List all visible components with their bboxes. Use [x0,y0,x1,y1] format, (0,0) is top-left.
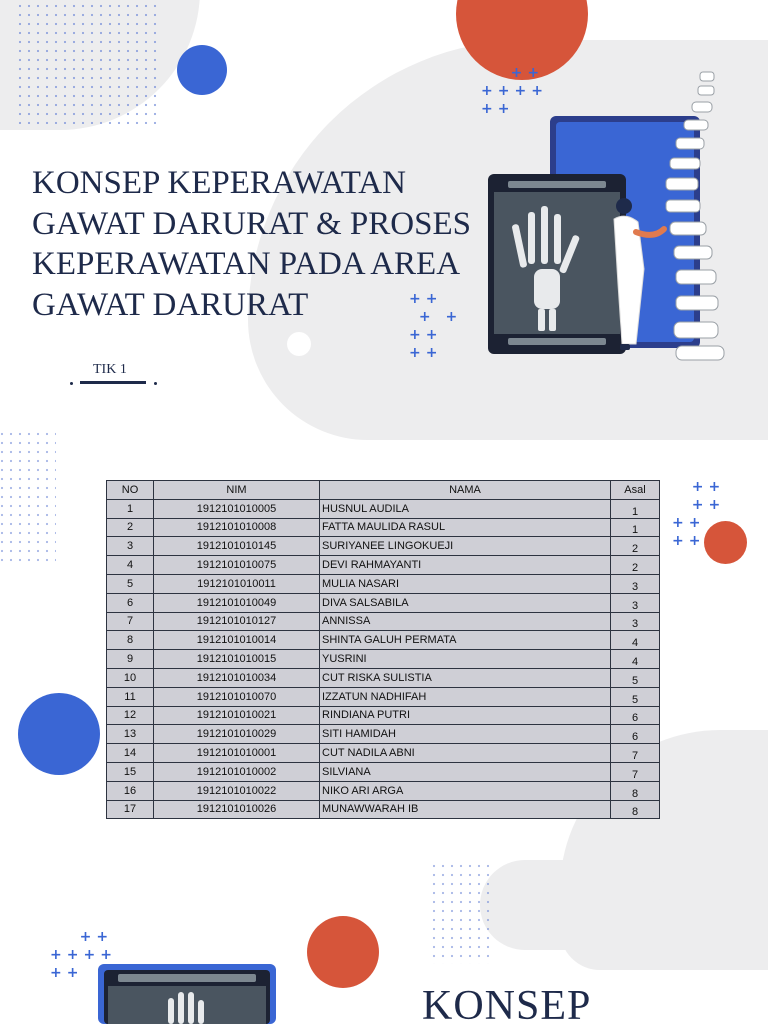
subtitle-dot-right [154,382,157,385]
column-header-asal: Asal [611,481,660,500]
table-row [107,781,660,800]
subtitle-underline [80,381,146,384]
cell-asal: 7 [611,762,660,781]
cell-asal: 8 [611,800,660,819]
cell-nim: 1912101010021 [154,706,320,725]
cell-asal: 3 [611,612,660,631]
cell-nama: CUT RISKA SULISTIA [320,668,611,687]
cell-no: 9 [107,650,154,669]
cell-nim: 1912101010008 [154,518,320,537]
table-row [107,537,660,556]
cell-asal: 2 [611,537,660,556]
subtitle-label: TIK 1 [93,362,127,377]
cell-nama: FATTA MAULIDA RASUL [320,518,611,537]
table-row [107,612,660,631]
cell-nama: IZZATUN NADHIFAH [320,687,611,706]
cell-asal: 7 [611,744,660,763]
table-row [107,574,660,593]
table-row [107,593,660,612]
table-row [107,518,660,537]
cell-nim: 1912101010011 [154,574,320,593]
orange-circle-bottom [307,916,379,988]
cell-nim: 1912101010145 [154,537,320,556]
cell-no: 12 [107,706,154,725]
cell-asal: 1 [611,518,660,537]
xray-illustration [486,64,736,364]
cell-nama: DEVI RAHMAYANTI [320,556,611,575]
cell-no: 5 [107,574,154,593]
table-header-row [107,481,660,500]
cell-no: 8 [107,631,154,650]
cell-nama: DIVA SALSABILA [320,593,611,612]
table-row [107,762,660,781]
table-row [107,668,660,687]
cell-nim: 1912101010015 [154,650,320,669]
cell-no: 11 [107,687,154,706]
cell-nim: 1912101010034 [154,668,320,687]
table-row [107,725,660,744]
cell-nama: MULIA NASARI [320,574,611,593]
cell-nim: 1912101010075 [154,556,320,575]
cell-no: 10 [107,668,154,687]
cell-nim: 1912101010127 [154,612,320,631]
cell-nama: SILVIANA [320,762,611,781]
cell-nim: 1912101010014 [154,631,320,650]
cell-no: 2 [107,518,154,537]
cell-asal: 6 [611,706,660,725]
cell-no: 17 [107,800,154,819]
cell-nim: 1912101010005 [154,499,320,518]
xray-illustration-bottom [98,964,278,1024]
cell-no: 3 [107,537,154,556]
dot-pattern-left [0,432,56,562]
dot-pattern-bottom [432,864,490,964]
subtitle-dot-left [70,382,73,385]
table-row [107,687,660,706]
cell-nama: MUNAWWARAH IB [320,800,611,819]
cell-nama: RINDIANA PUTRI [320,706,611,725]
cell-nim: 1912101010022 [154,781,320,800]
cell-no: 6 [107,593,154,612]
table-body [107,499,660,819]
cell-nim: 1912101010029 [154,725,320,744]
cell-nim: 1912101010049 [154,593,320,612]
cell-nim: 1912101010001 [154,744,320,763]
table-row [107,800,660,819]
cell-nama: ANNISSA [320,612,611,631]
cell-nama: NIKO ARI ARGA [320,781,611,800]
blue-circle-top [177,45,227,95]
cell-nama: SURIYANEE LINGOKUEJI [320,537,611,556]
table-row [107,744,660,763]
plus-icon: ++ ++ ++ ++ [672,479,726,549]
cell-asal: 1 [611,499,660,518]
table-row [107,650,660,669]
page-title: KONSEP KEPERAWATAN GAWAT DARURAT & PROSES KEPERAWATAN PADA AREA GAWAT DARURAT [32,165,471,323]
plus-icon: ++ ++++ ++ [50,929,117,981]
cell-no: 13 [107,725,154,744]
cell-nim: 1912101010026 [154,800,320,819]
table-row [107,631,660,650]
cell-nim: 1912101010002 [154,762,320,781]
cell-asal: 6 [611,725,660,744]
cell-nama: CUT NADILA ABNI [320,744,611,763]
table-row [107,556,660,575]
cell-nama: SITI HAMIDAH [320,725,611,744]
cell-no: 1 [107,499,154,518]
table-row [107,499,660,518]
plus-icon: ++ ++++ ++ [481,65,548,117]
cell-asal: 5 [611,668,660,687]
cell-no: 16 [107,781,154,800]
cell-asal: 8 [611,781,660,800]
dot-pattern-top [18,4,158,124]
cell-nama: YUSRINI [320,650,611,669]
cell-no: 14 [107,744,154,763]
cell-asal: 3 [611,574,660,593]
column-header-no: NO [107,481,154,500]
cell-asal: 2 [611,556,660,575]
cell-asal: 3 [611,593,660,612]
student-table [106,480,660,819]
next-page-title: KONSEP [422,983,592,1029]
cell-no: 4 [107,556,154,575]
cell-no: 15 [107,762,154,781]
cell-nim: 1912101010070 [154,687,320,706]
cell-nama: SHINTA GALUH PERMATA [320,631,611,650]
cell-asal: 4 [611,631,660,650]
column-header-nim: NIM [154,481,320,500]
cell-no: 7 [107,612,154,631]
white-circle [287,332,311,356]
cell-nama: HUSNUL AUDILA [320,499,611,518]
bg-blob-bottom [480,860,660,950]
plus-icon: ++ + + ++ ++ [409,291,463,361]
column-header-nama: NAMA [320,481,611,500]
cell-asal: 5 [611,687,660,706]
table-row [107,706,660,725]
cell-asal: 4 [611,650,660,669]
blue-circle-left [18,693,100,775]
